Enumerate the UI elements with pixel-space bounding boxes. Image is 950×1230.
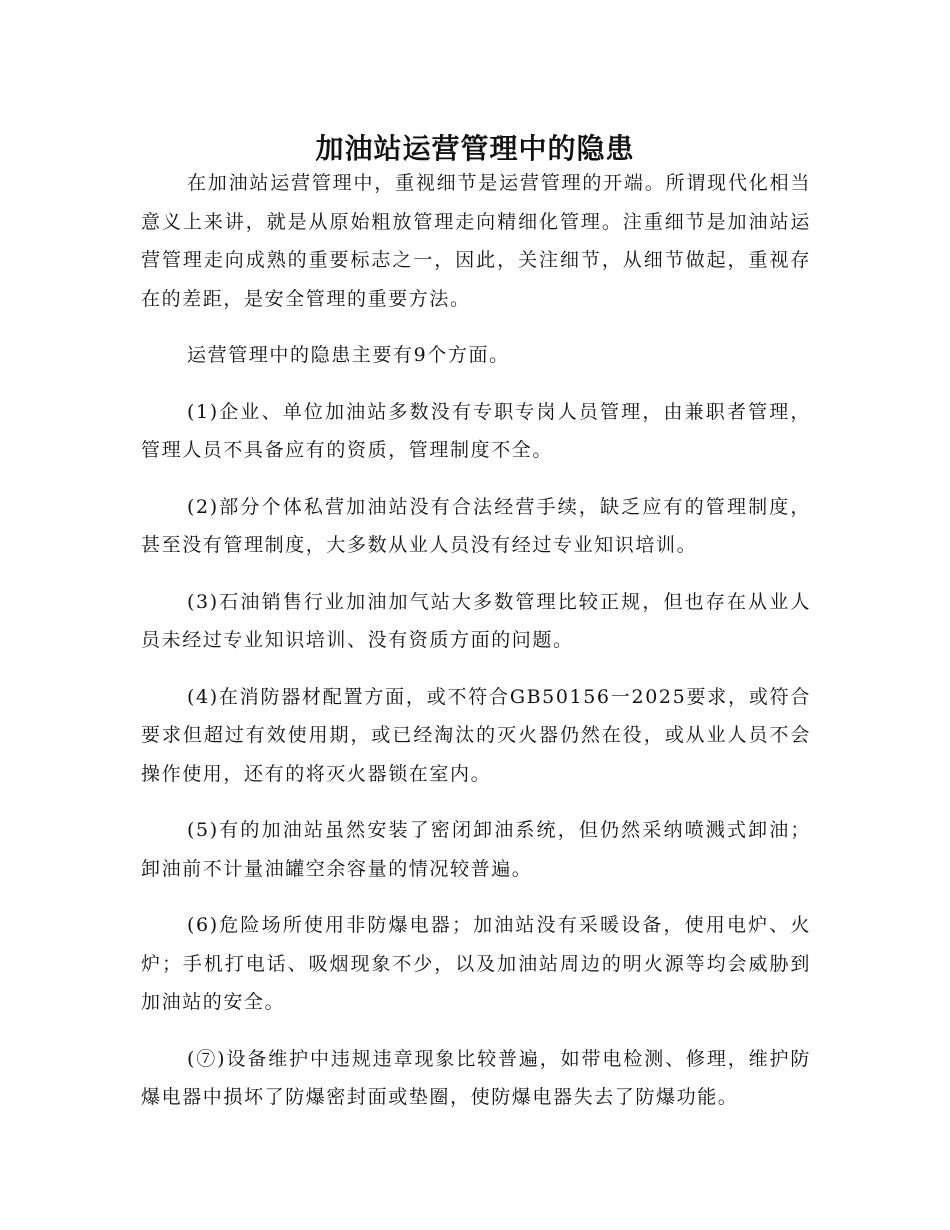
paragraph-item-1: (1)企业、单位加油站多数没有专职专岗人员管理，由兼职者管理，管理人员不具备应有的资质，管理制度不全。 xyxy=(141,400,811,461)
document-body xyxy=(141,164,811,1135)
paragraph-item-3: (3)石油销售行业加油加气站大多数管理比较正规，但也存在从业人员未经过专业知识培训、没有资质方面的问题。 xyxy=(141,590,811,651)
paragraph-item-2: (2)部分个体私营加油站没有合法经营手续，缺乏应有的管理制度，甚至没有管理制度，大多数从业人员没有经过专业知识培训。 xyxy=(141,495,811,556)
document-title: 加油站运营管理中的隐患 xyxy=(315,131,635,165)
paragraph-item-5: (5)有的加油站虽然安装了密闭卸油系统，但仍然采纳喷溅式卸油；卸油前不计量油罐空余容量的情况较普遍。 xyxy=(141,819,811,880)
paragraph-item-7: (⑦)设备维护中违规违章现象比较普遍，如带电检测、修理，维护防爆电器中损坏了防爆密封面或垫圈，使防爆电器失去了防爆功能。 xyxy=(141,1047,811,1108)
paragraph-item-6: (6)危险场所使用非防爆电器；加油站没有采暖设备，使用电炉、火炉；手机打电话、吸烟现象不少，以及加油站周边的明火源等均会威胁到加油站的安全。 xyxy=(141,914,811,1013)
paragraph-summary: 运营管理中的隐患主要有9个方面。 xyxy=(187,344,510,366)
paragraph-item-4: (4)在消防器材配置方面，或不符合GB50156一2025要求，或符合要求但超过有效使用期，或已经淘汰的灭火器仍然在役，或从业人员不会操作使用，还有的将灭火器锁在室内。 xyxy=(141,685,811,785)
paragraph-intro: 在加油站运营管理中，重视细节是运营管理的开端。所谓现代化相当意义上来讲，就是从原始粗放管理走向精细化管理。注重细节是加油站运营管理走向成熟的重要标志之一，因此，关注细节，从细节做起，重视存在的差距，是安全管理的重要方法。 xyxy=(141,172,811,310)
